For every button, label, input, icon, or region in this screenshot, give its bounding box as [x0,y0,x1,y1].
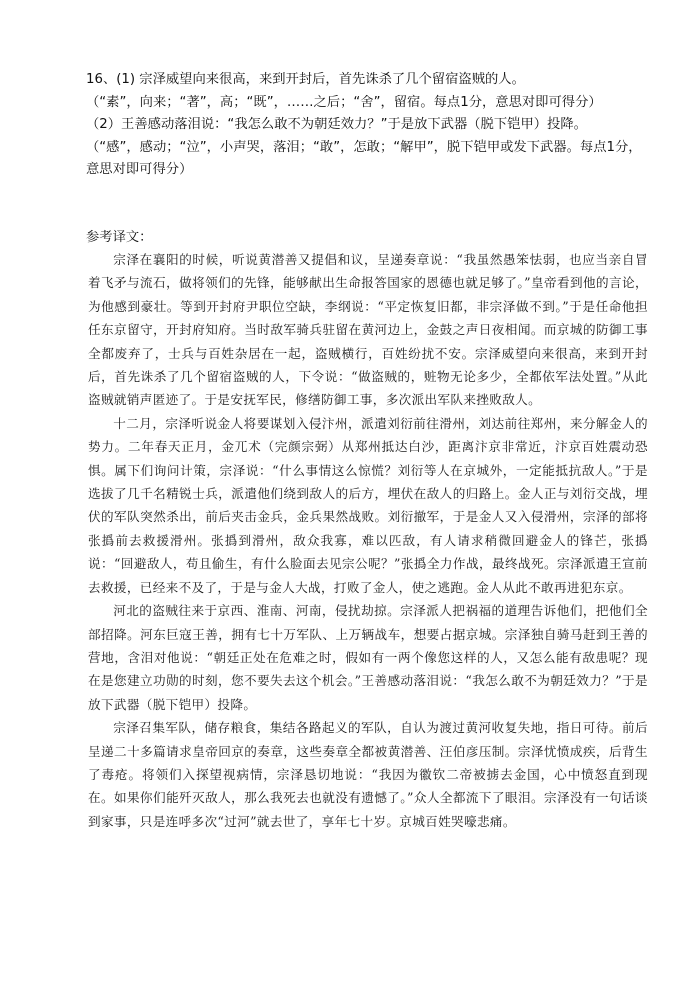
answer-q2: （2）王善感动落泪说：“我怎么敢不为朝廷效力？”于是放下武器（脱下铠甲）投降。 [86,117,587,132]
translation-paragraph: 十二月，宗泽听说金人将要谋划入侵汴州，派遣刘衍前往滑州，刘达前往郑州，来分解金人的势力。二年春天正月，金兀术（完颜宗弼）从郑州抵达白沙，距离汴京非常近，汴京百姓震动恐惧。属下们询问计策，宗泽说：“什么事情这么惊慌？刘衍等人在京城外，一定能抵抗敌人。”于是选拔了几千名精锐士兵，派遣他们绕到敌人的后方，埋伏在敌人的归路上。金人正与刘衍交战，埋伏的军队突然杀出，前后夹击金兵，金兵果然战败。刘衍撤军，于是金人又入侵滑州，宗泽的部将张撝前去救援滑州。张撝到滑州，敌众我寡，难以匹敌，有人请求稍微回避金人的锋芒，张撝说：“回避敌人，苟且偷生，有什么脸面去见宗公呢？”张撝全力作战，最终战死。宗泽派遣王宣前去救援，已经来不及了，于是与金人大战，打败了金人，使之逃跑。金人从此不敢再进犯东京。 [88,415,648,595]
translation-paragraph: 宗泽在襄阳的时候，听说黄潜善又提倡和议，呈递奏章说：“我虽然愚笨怯弱，也应当亲自冒着飞矛与流石，做将领们的先锋，能够献出生命报答国家的恩德也就足够了。”皇帝看到他的言论，为他感到豪壮。等到开封府尹职位空缺，李纲说：“平定恢复旧都，非宗泽做不到。”于是任命他担任东京留守，开封府知府。当时敌军骑兵驻留在黄河边上，金鼓之声日夜相闻。而京城的防御工事全都废弃了，士兵与百姓杂居在一起，盗贼横行，百姓纷扰不安。宗泽威望向来很高，来到开封后，首先诛杀了几个留宿盗贼的人，下令说：“做盗贼的，赃物无论多少，全都依军法处置。”从此盗贼就销声匿迹了。于是安抚军民，修缮防御工事，多次派出军队来挫败敌人。 [88,252,648,408]
reference-translation [88,248,648,833]
answer-q1-note: （“素”，向来；“著”，高；“既”，……之后；“舍”，留宿。每点1分，意思对即可得分） [86,94,602,110]
answer-q1: 16、(1) 宗泽威望向来很高，来到开封后，首先诛杀了几个留宿盗贼的人。 [86,72,525,87]
reference-translation-label: 参考译文： [86,230,153,245]
answer-block [86,69,646,182]
translation-paragraph: 宗泽召集军队，储存粮食，集结各路起义的军队，自认为渡过黄河收复失地，指日可待。前后呈递二十多篇请求皇帝回京的奏章，这些奏章全都被黄潜善、汪伯彦压制。宗泽忧愤成疾，后背生了毒疮。将领们入探望视病情，宗泽恳切地说：“我因为徽钦二帝被掳去金国，心中愤怒直到现在。如果你们能歼灭敌人，那么我死去也就没有遗憾了。”众人全都流下了眼泪。宗泽没有一句话谈到家事，只是连呼多次“过河”就去世了，享年七十岁。京城百姓哭嚎悲痛。 [88,720,648,829]
translation-paragraph: 河北的盗贼往来于京西、淮南、河南，侵扰劫掠。宗泽派人把祸福的道理告诉他们，把他们全部招降。河东巨寇王善，拥有七十万军队、上万辆战车，想要占据京城。宗泽独自骑马赶到王善的营地，含泪对他说：“朝廷正处在危难之时，假如有一两个像您这样的人，又怎么能有敌患呢？现在是您建立功勋的时刻，您不要失去这个机会。”王善感动落泪说：“我怎么敢不为朝廷效力？”于是放下武器（脱下铠甲）投降。 [88,603,648,712]
answer-q2-note: （“感”，感动；“泣”，小声哭，落泪；“敢”，怎敢；“解甲”，脱下铠甲或发下武器。每点1分，意思对即可得分） [86,139,642,177]
